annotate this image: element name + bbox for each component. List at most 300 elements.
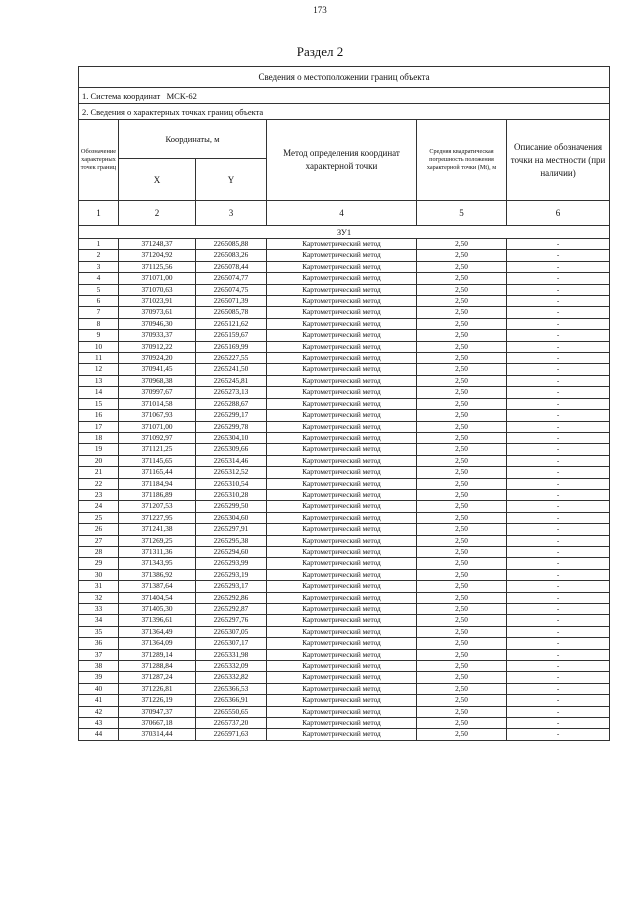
point-number-cell: 13 xyxy=(79,375,119,386)
point-number-cell: 18 xyxy=(79,432,119,443)
table-row xyxy=(79,273,610,284)
description-cell: - xyxy=(507,467,610,478)
x-coordinate-cell: 371269,25 xyxy=(119,535,196,546)
description-cell: - xyxy=(507,284,610,295)
error-cell: 2,50 xyxy=(417,341,507,352)
method-cell: Картометрический метод xyxy=(267,524,417,535)
point-number-cell: 4 xyxy=(79,273,119,284)
y-coordinate-cell: 2265307,17 xyxy=(196,638,267,649)
method-cell: Картометрический метод xyxy=(267,296,417,307)
y-coordinate-cell: 2265273,13 xyxy=(196,387,267,398)
point-number-cell: 36 xyxy=(79,638,119,649)
method-cell: Картометрический метод xyxy=(267,512,417,523)
point-number-cell: 9 xyxy=(79,330,119,341)
y-coordinate-cell: 2265332,82 xyxy=(196,672,267,683)
method-cell: Картометрический метод xyxy=(267,706,417,717)
description-cell: - xyxy=(507,558,610,569)
point-number-cell: 25 xyxy=(79,512,119,523)
y-coordinate-cell: 2265299,17 xyxy=(196,410,267,421)
error-cell: 2,50 xyxy=(417,524,507,535)
point-number-cell: 37 xyxy=(79,649,119,660)
description-cell: - xyxy=(507,672,610,683)
page-number: 173 xyxy=(313,5,327,15)
method-cell: Картометрический метод xyxy=(267,364,417,375)
y-coordinate-cell: 2265292,86 xyxy=(196,592,267,603)
header-description: Описание обозначения точки на местности (при наличии) xyxy=(507,120,610,201)
x-coordinate-cell: 371145,65 xyxy=(119,455,196,466)
point-number-cell: 10 xyxy=(79,341,119,352)
x-coordinate-cell: 371288,84 xyxy=(119,661,196,672)
description-cell: - xyxy=(507,455,610,466)
method-cell: Картометрический метод xyxy=(267,273,417,284)
error-cell: 2,50 xyxy=(417,626,507,637)
error-cell: 2,50 xyxy=(417,410,507,421)
x-coordinate-cell: 370933,37 xyxy=(119,330,196,341)
method-cell: Картометрический метод xyxy=(267,683,417,694)
table-row xyxy=(79,455,610,466)
table-row xyxy=(79,239,610,250)
method-cell: Картометрический метод xyxy=(267,318,417,329)
method-cell: Картометрический метод xyxy=(267,718,417,729)
error-cell: 2,50 xyxy=(417,455,507,466)
error-cell: 2,50 xyxy=(417,364,507,375)
table-row xyxy=(79,330,610,341)
y-coordinate-cell: 2265310,54 xyxy=(196,478,267,489)
table-row xyxy=(79,375,610,386)
y-coordinate-cell: 2265307,05 xyxy=(196,626,267,637)
description-cell: - xyxy=(507,478,610,489)
method-cell: Картометрический метод xyxy=(267,649,417,660)
description-cell: - xyxy=(507,296,610,307)
table-row xyxy=(79,672,610,683)
x-coordinate-cell: 371121,25 xyxy=(119,444,196,455)
method-cell: Картометрический метод xyxy=(267,604,417,615)
error-cell: 2,50 xyxy=(417,672,507,683)
method-cell: Картометрический метод xyxy=(267,581,417,592)
point-number-cell: 23 xyxy=(79,489,119,500)
column-numbers-row xyxy=(79,201,610,226)
x-coordinate-cell: 371387,64 xyxy=(119,581,196,592)
y-coordinate-cell: 2265085,78 xyxy=(196,307,267,318)
method-cell: Картометрический метод xyxy=(267,444,417,455)
description-cell: - xyxy=(507,398,610,409)
method-cell: Картометрический метод xyxy=(267,615,417,626)
method-cell: Картометрический метод xyxy=(267,535,417,546)
x-coordinate-cell: 370997,67 xyxy=(119,387,196,398)
table-row xyxy=(79,683,610,694)
method-cell: Картометрический метод xyxy=(267,638,417,649)
error-cell: 2,50 xyxy=(417,273,507,284)
x-coordinate-cell: 371070,63 xyxy=(119,284,196,295)
table-row xyxy=(79,341,610,352)
description-cell: - xyxy=(507,638,610,649)
error-cell: 2,50 xyxy=(417,581,507,592)
y-coordinate-cell: 2265071,39 xyxy=(196,296,267,307)
y-coordinate-cell: 2265294,60 xyxy=(196,546,267,557)
x-coordinate-cell: 370968,38 xyxy=(119,375,196,386)
point-number-cell: 14 xyxy=(79,387,119,398)
error-cell: 2,50 xyxy=(417,512,507,523)
y-coordinate-cell: 2265331,98 xyxy=(196,649,267,660)
x-coordinate-cell: 370667,18 xyxy=(119,718,196,729)
description-cell: - xyxy=(507,375,610,386)
point-number-cell: 35 xyxy=(79,626,119,637)
table-row xyxy=(79,512,610,523)
x-coordinate-cell: 371248,37 xyxy=(119,239,196,250)
error-cell: 2,50 xyxy=(417,501,507,512)
error-cell: 2,50 xyxy=(417,729,507,740)
point-number-cell: 33 xyxy=(79,604,119,615)
point-number-cell: 31 xyxy=(79,581,119,592)
y-coordinate-cell: 2265083,26 xyxy=(196,250,267,261)
description-cell: - xyxy=(507,307,610,318)
point-number-cell: 2 xyxy=(79,250,119,261)
y-coordinate-cell: 2265971,63 xyxy=(196,729,267,740)
error-cell: 2,50 xyxy=(417,592,507,603)
error-cell: 2,50 xyxy=(417,718,507,729)
table-row xyxy=(79,284,610,295)
x-coordinate-cell: 371287,24 xyxy=(119,672,196,683)
y-coordinate-cell: 2265312,52 xyxy=(196,467,267,478)
x-coordinate-cell: 371125,56 xyxy=(119,261,196,272)
method-cell: Картометрический метод xyxy=(267,626,417,637)
method-cell: Картометрический метод xyxy=(267,661,417,672)
method-cell: Картометрический метод xyxy=(267,375,417,386)
description-cell: - xyxy=(507,421,610,432)
point-number-cell: 30 xyxy=(79,569,119,580)
column-number: 1 xyxy=(79,201,119,226)
point-number-cell: 38 xyxy=(79,661,119,672)
table-row xyxy=(79,444,610,455)
table-row xyxy=(79,307,610,318)
x-coordinate-cell: 371067,93 xyxy=(119,410,196,421)
method-cell: Картометрический метод xyxy=(267,455,417,466)
table-row xyxy=(79,387,610,398)
coordinate-system-label: 1. Система координат xyxy=(82,90,161,101)
error-cell: 2,50 xyxy=(417,683,507,694)
description-cell: - xyxy=(507,683,610,694)
table-row xyxy=(79,569,610,580)
description-cell: - xyxy=(507,261,610,272)
boundary-points-table xyxy=(78,66,610,741)
column-number: 6 xyxy=(507,201,610,226)
error-cell: 2,50 xyxy=(417,444,507,455)
y-coordinate-cell: 2265085,88 xyxy=(196,239,267,250)
description-cell: - xyxy=(507,341,610,352)
method-cell: Картометрический метод xyxy=(267,284,417,295)
y-coordinate-cell: 2265293,17 xyxy=(196,581,267,592)
x-coordinate-cell: 371092,97 xyxy=(119,432,196,443)
method-cell: Картометрический метод xyxy=(267,592,417,603)
description-cell: - xyxy=(507,410,610,421)
point-number-cell: 44 xyxy=(79,729,119,740)
table-row xyxy=(79,604,610,615)
description-cell: - xyxy=(507,661,610,672)
column-number: 2 xyxy=(119,201,196,226)
point-number-cell: 41 xyxy=(79,695,119,706)
point-number-cell: 27 xyxy=(79,535,119,546)
x-coordinate-cell: 371226,19 xyxy=(119,695,196,706)
section-title: Раздел 2 xyxy=(296,44,344,59)
y-coordinate-cell: 2265310,28 xyxy=(196,489,267,500)
y-coordinate-cell: 2265550,65 xyxy=(196,706,267,717)
error-cell: 2,50 xyxy=(417,478,507,489)
description-cell: - xyxy=(507,273,610,284)
table-row xyxy=(79,364,610,375)
table-row xyxy=(79,592,610,603)
column-number: 4 xyxy=(267,201,417,226)
y-coordinate-cell: 2265074,75 xyxy=(196,284,267,295)
point-number-cell: 19 xyxy=(79,444,119,455)
method-cell: Картометрический метод xyxy=(267,250,417,261)
error-cell: 2,50 xyxy=(417,250,507,261)
point-number-cell: 42 xyxy=(79,706,119,717)
y-coordinate-cell: 2265366,91 xyxy=(196,695,267,706)
point-number-cell: 16 xyxy=(79,410,119,421)
table-row xyxy=(79,318,610,329)
column-number: 5 xyxy=(417,201,507,226)
points-heading: 2. Сведения о характерных точках границ объекта xyxy=(79,104,610,120)
method-cell: Картометрический метод xyxy=(267,398,417,409)
table-title: Сведения о местоположении границ объекта xyxy=(79,67,610,88)
description-cell: - xyxy=(507,615,610,626)
point-number-cell: 24 xyxy=(79,501,119,512)
error-cell: 2,50 xyxy=(417,387,507,398)
table-row xyxy=(79,296,610,307)
description-cell: - xyxy=(507,649,610,660)
header-y: Y xyxy=(196,159,267,201)
error-cell: 2,50 xyxy=(417,569,507,580)
description-cell: - xyxy=(507,592,610,603)
x-coordinate-cell: 370946,30 xyxy=(119,318,196,329)
table-row xyxy=(79,535,610,546)
table-row xyxy=(79,250,610,261)
table-row xyxy=(79,421,610,432)
table-row xyxy=(79,615,610,626)
method-cell: Картометрический метод xyxy=(267,330,417,341)
error-cell: 2,50 xyxy=(417,695,507,706)
description-cell: - xyxy=(507,718,610,729)
zone-label: ЗУ1 xyxy=(79,226,610,239)
table-row xyxy=(79,718,610,729)
header-x: X xyxy=(119,159,196,201)
x-coordinate-cell: 371289,14 xyxy=(119,649,196,660)
x-coordinate-cell: 371165,44 xyxy=(119,467,196,478)
x-coordinate-cell: 371023,91 xyxy=(119,296,196,307)
x-coordinate-cell: 371364,09 xyxy=(119,638,196,649)
description-cell: - xyxy=(507,695,610,706)
point-number-cell: 43 xyxy=(79,718,119,729)
y-coordinate-cell: 2265078,44 xyxy=(196,261,267,272)
y-coordinate-cell: 2265293,99 xyxy=(196,558,267,569)
table-row xyxy=(79,489,610,500)
y-coordinate-cell: 2265299,50 xyxy=(196,501,267,512)
error-cell: 2,50 xyxy=(417,615,507,626)
method-cell: Картометрический метод xyxy=(267,410,417,421)
y-coordinate-cell: 2265292,87 xyxy=(196,604,267,615)
error-cell: 2,50 xyxy=(417,353,507,364)
description-cell: - xyxy=(507,444,610,455)
error-cell: 2,50 xyxy=(417,604,507,615)
error-cell: 2,50 xyxy=(417,375,507,386)
table-row xyxy=(79,546,610,557)
point-number-cell: 29 xyxy=(79,558,119,569)
y-coordinate-cell: 2265245,81 xyxy=(196,375,267,386)
x-coordinate-cell: 371204,92 xyxy=(119,250,196,261)
point-number-cell: 34 xyxy=(79,615,119,626)
x-coordinate-cell: 371227,95 xyxy=(119,512,196,523)
x-coordinate-cell: 371186,89 xyxy=(119,489,196,500)
description-cell: - xyxy=(507,353,610,364)
description-cell: - xyxy=(507,330,610,341)
y-coordinate-cell: 2265293,19 xyxy=(196,569,267,580)
method-cell: Картометрический метод xyxy=(267,672,417,683)
header-error: Средняя квадратическая погрешность положения характерной точки (Mt), м xyxy=(417,120,507,201)
error-cell: 2,50 xyxy=(417,706,507,717)
column-number: 3 xyxy=(196,201,267,226)
coordinate-system-row xyxy=(79,88,610,104)
y-coordinate-cell: 2265332,09 xyxy=(196,661,267,672)
x-coordinate-cell: 371311,36 xyxy=(119,546,196,557)
description-cell: - xyxy=(507,239,610,250)
table-row xyxy=(79,353,610,364)
table-row xyxy=(79,501,610,512)
description-cell: - xyxy=(507,512,610,523)
point-number-cell: 12 xyxy=(79,364,119,375)
description-cell: - xyxy=(507,626,610,637)
description-cell: - xyxy=(507,729,610,740)
x-coordinate-cell: 371405,30 xyxy=(119,604,196,615)
x-coordinate-cell: 370941,45 xyxy=(119,364,196,375)
description-cell: - xyxy=(507,501,610,512)
method-cell: Картометрический метод xyxy=(267,432,417,443)
description-cell: - xyxy=(507,569,610,580)
method-cell: Картометрический метод xyxy=(267,239,417,250)
description-cell: - xyxy=(507,524,610,535)
description-cell: - xyxy=(507,706,610,717)
method-cell: Картометрический метод xyxy=(267,261,417,272)
error-cell: 2,50 xyxy=(417,558,507,569)
point-number-cell: 21 xyxy=(79,467,119,478)
y-coordinate-cell: 2265288,67 xyxy=(196,398,267,409)
y-coordinate-cell: 2265227,55 xyxy=(196,353,267,364)
x-coordinate-cell: 370973,61 xyxy=(119,307,196,318)
method-cell: Картометрический метод xyxy=(267,695,417,706)
table-row xyxy=(79,695,610,706)
table-row xyxy=(79,467,610,478)
error-cell: 2,50 xyxy=(417,307,507,318)
error-cell: 2,50 xyxy=(417,318,507,329)
table-row xyxy=(79,524,610,535)
x-coordinate-cell: 370924,20 xyxy=(119,353,196,364)
x-coordinate-cell: 371184,94 xyxy=(119,478,196,489)
table-row xyxy=(79,410,610,421)
x-coordinate-cell: 371364,49 xyxy=(119,626,196,637)
x-coordinate-cell: 371014,58 xyxy=(119,398,196,409)
description-cell: - xyxy=(507,250,610,261)
table-row xyxy=(79,398,610,409)
method-cell: Картометрический метод xyxy=(267,387,417,398)
y-coordinate-cell: 2265304,60 xyxy=(196,512,267,523)
y-coordinate-cell: 2265297,91 xyxy=(196,524,267,535)
x-coordinate-cell: 371404,54 xyxy=(119,592,196,603)
table-row xyxy=(79,626,610,637)
error-cell: 2,50 xyxy=(417,467,507,478)
point-number-cell: 8 xyxy=(79,318,119,329)
point-number-cell: 17 xyxy=(79,421,119,432)
point-number-cell: 7 xyxy=(79,307,119,318)
error-cell: 2,50 xyxy=(417,546,507,557)
x-coordinate-cell: 370947,37 xyxy=(119,706,196,717)
point-number-cell: 1 xyxy=(79,239,119,250)
table-row xyxy=(79,261,610,272)
x-coordinate-cell: 371226,81 xyxy=(119,683,196,694)
table-row xyxy=(79,581,610,592)
table-row xyxy=(79,638,610,649)
error-cell: 2,50 xyxy=(417,330,507,341)
x-coordinate-cell: 370314,44 xyxy=(119,729,196,740)
error-cell: 2,50 xyxy=(417,432,507,443)
x-coordinate-cell: 371343,95 xyxy=(119,558,196,569)
error-cell: 2,50 xyxy=(417,421,507,432)
description-cell: - xyxy=(507,581,610,592)
error-cell: 2,50 xyxy=(417,489,507,500)
y-coordinate-cell: 2265121,62 xyxy=(196,318,267,329)
point-number-cell: 40 xyxy=(79,683,119,694)
description-cell: - xyxy=(507,489,610,500)
point-number-cell: 6 xyxy=(79,296,119,307)
table-row xyxy=(79,558,610,569)
header-coordinates: Координаты, м xyxy=(119,120,267,159)
error-cell: 2,50 xyxy=(417,638,507,649)
x-coordinate-cell: 371241,38 xyxy=(119,524,196,535)
x-coordinate-cell: 370912,22 xyxy=(119,341,196,352)
description-cell: - xyxy=(507,432,610,443)
point-number-cell: 20 xyxy=(79,455,119,466)
y-coordinate-cell: 2265299,78 xyxy=(196,421,267,432)
y-coordinate-cell: 2265074,77 xyxy=(196,273,267,284)
table-row xyxy=(79,706,610,717)
description-cell: - xyxy=(507,318,610,329)
point-number-cell: 5 xyxy=(79,284,119,295)
table-row xyxy=(79,661,610,672)
y-coordinate-cell: 2265314,46 xyxy=(196,455,267,466)
method-cell: Картометрический метод xyxy=(267,467,417,478)
error-cell: 2,50 xyxy=(417,261,507,272)
error-cell: 2,50 xyxy=(417,284,507,295)
error-cell: 2,50 xyxy=(417,661,507,672)
point-number-cell: 32 xyxy=(79,592,119,603)
method-cell: Картометрический метод xyxy=(267,569,417,580)
method-cell: Картометрический метод xyxy=(267,546,417,557)
y-coordinate-cell: 2265304,10 xyxy=(196,432,267,443)
point-number-cell: 11 xyxy=(79,353,119,364)
method-cell: Картометрический метод xyxy=(267,353,417,364)
y-coordinate-cell: 2265737,20 xyxy=(196,718,267,729)
y-coordinate-cell: 2265241,50 xyxy=(196,364,267,375)
error-cell: 2,50 xyxy=(417,649,507,660)
error-cell: 2,50 xyxy=(417,398,507,409)
x-coordinate-cell: 371386,92 xyxy=(119,569,196,580)
point-number-cell: 3 xyxy=(79,261,119,272)
header-designation: Обозначение характерных точек границ xyxy=(79,120,119,201)
table-row xyxy=(79,478,610,489)
point-number-cell: 22 xyxy=(79,478,119,489)
error-cell: 2,50 xyxy=(417,239,507,250)
y-coordinate-cell: 2265159,67 xyxy=(196,330,267,341)
method-cell: Картометрический метод xyxy=(267,501,417,512)
method-cell: Картометрический метод xyxy=(267,341,417,352)
